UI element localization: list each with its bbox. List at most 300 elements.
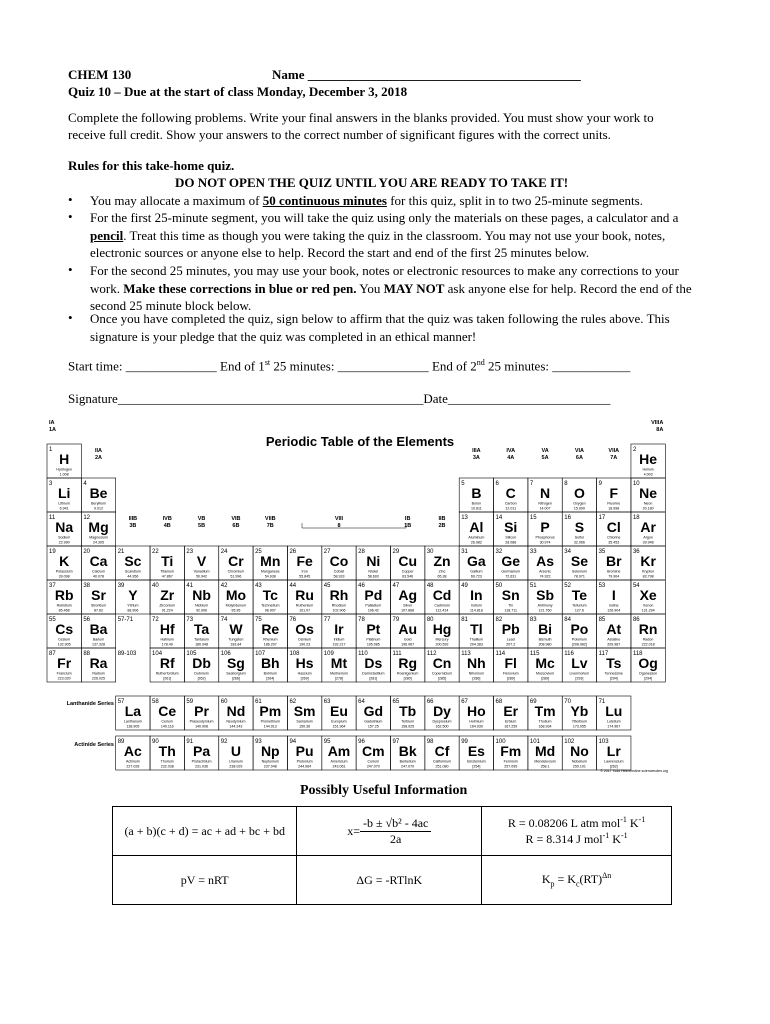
- atomic-mass: [281]: [369, 676, 378, 681]
- element-cell: [631, 478, 665, 512]
- element-symbol: Br: [605, 553, 622, 569]
- atomic-number: 103: [598, 739, 609, 745]
- element-symbol: Kr: [640, 553, 656, 569]
- atomic-number: 32: [495, 549, 503, 555]
- gas-constant-cell: R = 0.08206 L atm mol$^{-1}$ $K^{-1}$ R = 8.314 J mol$^{-1}$ $K^{-1}$: [482, 807, 672, 856]
- atomic-mass: 69.723: [470, 574, 482, 579]
- element-name: Molybdenum: [225, 603, 247, 608]
- group-label: IIA: [95, 448, 103, 454]
- atomic-mass: 35.453: [608, 540, 620, 545]
- atomic-number: 90: [152, 739, 159, 745]
- element-symbol: V: [196, 553, 207, 569]
- element-cell: [391, 736, 425, 770]
- element-symbol: H: [59, 451, 70, 467]
- atomic-number: 89: [117, 739, 125, 745]
- atomic-mass: 251.080: [435, 764, 449, 769]
- element-symbol: No: [570, 743, 589, 759]
- atomic-number: 104: [152, 651, 163, 657]
- element-symbol: Ru: [295, 587, 314, 603]
- group-label: VA: [541, 448, 549, 454]
- element-name: Iron: [301, 569, 308, 574]
- element-name: Carbon: [504, 501, 517, 506]
- atomic-number: 109: [323, 651, 334, 657]
- atomic-number: 115: [529, 651, 540, 657]
- element-name: Erbium: [505, 719, 517, 724]
- element-name: Scandium: [124, 569, 141, 574]
- atomic-mass: 85.468: [58, 608, 70, 613]
- element-cell: [562, 512, 596, 546]
- element-symbol: Nb: [192, 587, 211, 603]
- element-symbol: Bk: [398, 743, 417, 759]
- element-cell: [150, 736, 184, 770]
- group-label: 8A: [656, 427, 664, 433]
- atomic-number: 78: [358, 617, 365, 623]
- element-name: Hassium: [297, 671, 312, 676]
- atomic-number: 22: [152, 549, 159, 555]
- element-cell: [631, 512, 665, 546]
- element-cell: [322, 580, 356, 614]
- group-label: 1B: [404, 523, 412, 529]
- element-name: Flerovium: [502, 671, 519, 676]
- atomic-number: 83: [529, 617, 537, 623]
- element-cell: [528, 648, 562, 682]
- time-record-line[interactable]: Start time: ______________ End of 1st 25 minutes: ______________ End of 2nd 25 minutes: ____________: [68, 358, 631, 374]
- element-name: Einsteinium: [467, 759, 486, 764]
- element-name: Tantalum: [194, 637, 209, 642]
- element-cell: [47, 580, 81, 614]
- element-cell: [322, 736, 356, 770]
- element-name: Ruthenium: [295, 603, 314, 608]
- element-symbol: Ir: [334, 621, 344, 637]
- element-cell: [425, 648, 459, 682]
- element-symbol: Bh: [260, 655, 280, 671]
- atomic-mass: 107.868: [401, 608, 415, 613]
- element-cell: [116, 580, 150, 614]
- rule-3: For the second 25 minutes, you may use your book, notes or electronic resources to make any corrections to your work. Make these corrections in blue or red pen. You MAY NOT ask anyone else for help. Record the end of the second 25 minute block below.: [90, 263, 692, 313]
- atomic-mass: 106.42: [367, 608, 379, 613]
- element-cell: [47, 444, 81, 478]
- atomic-number: 73: [186, 617, 194, 623]
- element-cell: [81, 580, 115, 614]
- element-cell: [219, 696, 253, 730]
- atomic-number: 93: [255, 739, 262, 745]
- intro-line-1: Complete the following problems. Write your final answers in the blanks provided. You must show your work to: [68, 110, 654, 125]
- element-name: Boron: [471, 501, 482, 506]
- atomic-mass: 138.905: [126, 724, 140, 729]
- element-name: Iodine: [608, 603, 619, 608]
- atomic-number: 91: [186, 739, 194, 745]
- atomic-number: 15: [529, 515, 537, 521]
- atomic-mass: 144.243: [229, 724, 243, 729]
- atomic-mass: 79.904: [608, 574, 620, 579]
- element-cell: [597, 696, 631, 730]
- element-cell: [253, 648, 287, 682]
- group-label: VIIA: [608, 448, 620, 454]
- element-name: Astatine: [607, 637, 621, 642]
- element-name: Yttrium: [127, 603, 139, 608]
- group-label: IVB: [162, 516, 172, 522]
- element-name: Ytterbium: [571, 719, 588, 724]
- group-label: 4A: [507, 455, 515, 461]
- atomic-number: 95: [323, 739, 331, 745]
- element-name: Terbium: [401, 719, 415, 724]
- element-name: Vanadium: [193, 569, 210, 574]
- element-cell: [459, 478, 493, 512]
- bullet-dot: •: [68, 310, 73, 325]
- atomic-mass: 95.95: [231, 608, 241, 613]
- atomic-number: 10: [632, 481, 640, 487]
- group-label: VIB: [231, 516, 241, 522]
- atomic-mass: 20.180: [642, 506, 654, 511]
- atomic-number: 63: [323, 699, 331, 705]
- element-name: Iridium: [333, 637, 345, 642]
- element-symbol: Ac: [123, 743, 142, 759]
- element-symbol: Au: [398, 621, 418, 637]
- atomic-mass: [269]: [300, 676, 309, 681]
- element-cell: [597, 648, 631, 682]
- element-name: Platinum: [366, 637, 381, 642]
- element-cell: [184, 614, 218, 648]
- element-symbol: Pr: [194, 703, 209, 719]
- atomic-mass: 9.012: [94, 506, 104, 511]
- element-cell: [184, 546, 218, 580]
- element-name: Holmium: [469, 719, 484, 724]
- atomic-number: 107: [255, 651, 266, 657]
- atomic-number: 71: [598, 699, 606, 705]
- element-symbol: Y: [128, 587, 138, 603]
- element-name: Cobalt: [333, 569, 345, 574]
- atomic-number: 79: [392, 617, 400, 623]
- atomic-mass: 162.500: [435, 724, 449, 729]
- atomic-mass: 131.294: [641, 608, 655, 613]
- element-name: Aluminum: [468, 535, 485, 540]
- atomic-number: 20: [83, 549, 91, 555]
- atomic-number: 26: [289, 549, 297, 555]
- element-cell: [459, 512, 493, 546]
- element-name: Silicon: [505, 535, 517, 540]
- atomic-number: 55: [49, 617, 56, 623]
- atomic-mass: 192.217: [332, 642, 346, 647]
- atomic-mass: 227.028: [126, 764, 140, 769]
- element-symbol: Hf: [159, 621, 175, 637]
- atomic-number: 39: [117, 583, 125, 589]
- atomic-mass: 237.048: [263, 764, 277, 769]
- element-cell: [356, 614, 390, 648]
- atomic-number: 35: [598, 549, 606, 555]
- atomic-mass: 257.095: [504, 764, 518, 769]
- atomic-number: 97: [392, 739, 400, 745]
- atomic-number: 77: [323, 617, 331, 623]
- element-cell: [391, 696, 425, 730]
- atomic-mass: 87.62: [94, 608, 104, 613]
- element-name: Argon: [643, 535, 653, 540]
- atomic-number: 59: [186, 699, 194, 705]
- atomic-number: 76: [289, 617, 297, 623]
- element-symbol: Ga: [467, 553, 486, 569]
- useful-info-heading: Possibly Useful Information: [300, 783, 468, 798]
- element-cell: [494, 478, 528, 512]
- atomic-mass: 18.998: [608, 506, 620, 511]
- element-name: Hydrogen: [56, 467, 72, 472]
- element-cell: [528, 696, 562, 730]
- element-name: Rhenium: [263, 637, 278, 642]
- element-symbol: Cn: [432, 655, 452, 671]
- element-name: Californium: [432, 759, 452, 764]
- atomic-number: 118: [632, 651, 643, 657]
- element-cell: [184, 580, 218, 614]
- atomic-mass: 144.913: [263, 724, 277, 729]
- atomic-mass: 183.84: [230, 642, 242, 647]
- element-name: Zinc: [438, 569, 446, 574]
- element-cell: [150, 696, 184, 730]
- gibbs-cell: ΔG = -RTlnK: [297, 856, 482, 905]
- element-name: Plutonium: [296, 759, 313, 764]
- element-symbol: Xe: [639, 587, 657, 603]
- atomic-number: 21: [117, 549, 125, 555]
- element-cell: [494, 546, 528, 580]
- atomic-number: 16: [564, 515, 571, 521]
- signature-line[interactable]: Signature_______________________________________________Date_________________________: [68, 391, 611, 406]
- atomic-mass: 186.207: [263, 642, 277, 647]
- element-symbol: He: [639, 451, 658, 467]
- element-cell: [116, 696, 150, 730]
- atomic-mass: 47.867: [161, 574, 173, 579]
- element-cell: [597, 478, 631, 512]
- element-name: Palladium: [365, 603, 382, 608]
- element-name: Protactinium: [191, 759, 212, 764]
- element-cell: [425, 546, 459, 580]
- atomic-mass: 14.007: [539, 506, 551, 511]
- atomic-number: 75: [255, 617, 262, 623]
- atomic-number: 57: [117, 699, 125, 705]
- element-cell: [459, 736, 493, 770]
- atomic-mass: 54.938: [264, 574, 276, 579]
- atomic-mass: 58.933: [333, 574, 345, 579]
- element-name: Curium: [367, 759, 380, 764]
- atomic-mass: 126.904: [607, 608, 621, 613]
- atomic-number: 88: [83, 651, 91, 657]
- group-label: 1A: [49, 427, 57, 433]
- atomic-number: 54: [632, 583, 640, 589]
- atomic-mass: 28.086: [505, 540, 517, 545]
- element-symbol: Ts: [606, 655, 622, 671]
- element-name: Praseodymium: [189, 719, 214, 724]
- element-cell: [459, 648, 493, 682]
- element-name: Nobelium: [571, 759, 588, 764]
- element-symbol: Db: [192, 655, 211, 671]
- atomic-mass: 200.592: [435, 642, 449, 647]
- element-name: Tennessine: [604, 671, 623, 676]
- element-symbol: Ra: [89, 655, 108, 671]
- intro-line-2: receive full credit. Show your answers to the correct number of significant figures with the correct units.: [68, 127, 611, 142]
- element-name: Sulfur: [574, 535, 585, 540]
- element-cell: [459, 696, 493, 730]
- element-cell: [253, 736, 287, 770]
- element-cell: [562, 478, 596, 512]
- atomic-mass: 168.934: [538, 724, 552, 729]
- element-symbol: Mc: [535, 655, 555, 671]
- kp-cell: $K_p = K_c(RT)^{\Delta n}$: [482, 856, 672, 905]
- atomic-number: 40: [152, 583, 159, 589]
- element-symbol: Fr: [57, 655, 72, 671]
- group-label: 5A: [541, 455, 549, 461]
- element-name: Europium: [331, 719, 347, 724]
- element-symbol: S: [574, 519, 585, 535]
- atomic-mass: 39.098: [58, 574, 70, 579]
- group-label: IA: [49, 420, 55, 426]
- element-cell: [597, 614, 631, 648]
- atomic-mass: 173.055: [572, 724, 586, 729]
- element-name: Americium: [330, 759, 348, 764]
- element-cell: [562, 736, 596, 770]
- element-symbol: Pm: [259, 703, 282, 719]
- element-name: Arsenic: [539, 569, 552, 574]
- element-cell: [494, 614, 528, 648]
- element-symbol: Ta: [193, 621, 210, 637]
- atomic-number: 105: [186, 651, 197, 657]
- element-symbol: F: [609, 485, 619, 501]
- element-name: Cadmium: [434, 603, 450, 608]
- element-name: Rubidium: [56, 603, 72, 608]
- atomic-mass: 140.908: [195, 724, 209, 729]
- element-symbol: Li: [57, 485, 71, 501]
- element-name: Lawrencium: [604, 759, 624, 764]
- element-cell: [528, 478, 562, 512]
- element-name: Potassium: [55, 569, 73, 574]
- atomic-number: 1: [49, 447, 53, 453]
- element-name: Gallium: [470, 569, 483, 574]
- atomic-number: 52: [564, 583, 571, 589]
- atomic-number: 116: [564, 651, 574, 657]
- atomic-mass: 157.25: [367, 724, 379, 729]
- atomic-mass: 15.999: [573, 506, 585, 511]
- element-symbol: Bi: [538, 621, 553, 637]
- element-name: Nitrogen: [538, 501, 552, 506]
- element-name: Moscovium: [535, 671, 555, 676]
- element-cell: [287, 648, 321, 682]
- element-name: Tin: [508, 603, 514, 608]
- element-cell: [219, 614, 253, 648]
- element-symbol: Sn: [501, 587, 520, 603]
- element-cell: [562, 546, 596, 580]
- atomic-number: 72: [152, 617, 159, 623]
- element-symbol: Be: [89, 485, 108, 501]
- element-cell: [81, 478, 115, 512]
- atomic-mass: 209.987: [607, 642, 621, 647]
- element-symbol: Sm: [293, 703, 316, 719]
- atomic-mass: 247.070: [366, 764, 380, 769]
- group-label: IIIA: [472, 448, 481, 454]
- element-cell: [391, 648, 425, 682]
- atomic-number: 60: [220, 699, 228, 705]
- atomic-mass: 4.003: [643, 472, 653, 477]
- element-symbol: Ba: [89, 621, 108, 637]
- atomic-number: 110: [358, 651, 368, 657]
- element-symbol: Cm: [362, 743, 385, 759]
- group-label: 2A: [95, 455, 103, 461]
- atomic-number: 117: [598, 651, 609, 657]
- actinide-label: Actinide Series: [74, 742, 114, 748]
- element-symbol: Co: [329, 553, 349, 569]
- atomic-number: 65: [392, 699, 400, 705]
- element-cell: [597, 580, 631, 614]
- atomic-number: 69: [529, 699, 537, 705]
- element-name: Tungsten: [228, 637, 244, 642]
- atomic-mass: 63.546: [402, 574, 414, 579]
- element-name: Radon: [642, 637, 654, 642]
- atomic-mass: 223.020: [57, 676, 71, 681]
- atomic-number: 2: [632, 447, 637, 453]
- element-cell: [631, 546, 665, 580]
- atomic-number: 87: [49, 651, 56, 657]
- element-cell: [81, 614, 115, 648]
- element-cell: [425, 696, 459, 730]
- element-name: Bromine: [607, 569, 621, 574]
- element-symbol: Rb: [54, 587, 74, 603]
- element-cell: [219, 648, 253, 682]
- element-name: Gadolinium: [364, 719, 383, 724]
- element-cell: [287, 580, 321, 614]
- atomic-mass: 51.996: [230, 574, 242, 579]
- atomic-mass: [266]: [231, 676, 240, 681]
- element-cell: [253, 546, 287, 580]
- atomic-number: 50: [495, 583, 503, 589]
- element-symbol: Ho: [467, 703, 486, 719]
- element-symbol: Cu: [398, 553, 418, 569]
- element-symbol: Sr: [91, 587, 106, 603]
- atomic-mass: [278]: [334, 676, 343, 681]
- group-label: VIA: [574, 448, 585, 454]
- element-name: Sodium: [58, 535, 71, 540]
- series-placeholder: 89-103: [117, 651, 137, 657]
- element-name: Cerium: [161, 719, 174, 724]
- element-name: Strontium: [90, 603, 107, 608]
- element-name: Manganese: [260, 569, 280, 574]
- element-symbol: Pd: [364, 587, 383, 603]
- element-name: Neon: [643, 501, 653, 506]
- element-name: Barium: [92, 637, 105, 642]
- atomic-mass: 102.906: [332, 608, 346, 613]
- atomic-number: 113: [461, 651, 471, 657]
- element-cell: [459, 614, 493, 648]
- element-cell: [528, 580, 562, 614]
- useful-info-table: [112, 806, 672, 905]
- atomic-mass: 118.711: [504, 608, 517, 613]
- atomic-mass: 231.036: [195, 764, 209, 769]
- bullet-dot: •: [68, 209, 73, 224]
- atomic-mass: 114.818: [470, 608, 483, 613]
- atomic-mass: 232.038: [160, 764, 174, 769]
- atomic-number: 68: [495, 699, 503, 705]
- atomic-mass: [294]: [644, 676, 653, 681]
- element-name: Silver: [403, 603, 413, 608]
- element-cell: [391, 546, 425, 580]
- element-symbol: Eu: [330, 703, 348, 719]
- element-cell: [528, 546, 562, 580]
- atomic-number: 36: [632, 549, 640, 555]
- element-name: Lanthanum: [123, 719, 142, 724]
- element-cell: [287, 696, 321, 730]
- element-symbol: Yb: [570, 703, 589, 719]
- atomic-mass: 10.811: [471, 506, 482, 511]
- atomic-number: 18: [632, 515, 640, 521]
- element-name: Dubnium: [194, 671, 209, 676]
- atomic-mass: 207.2: [506, 642, 516, 647]
- periodic-table-title: Periodic Table of the Elements: [265, 434, 455, 449]
- element-name: Oganesson: [638, 671, 658, 676]
- element-symbol: Mt: [330, 655, 348, 671]
- element-name: Thulium: [538, 719, 552, 724]
